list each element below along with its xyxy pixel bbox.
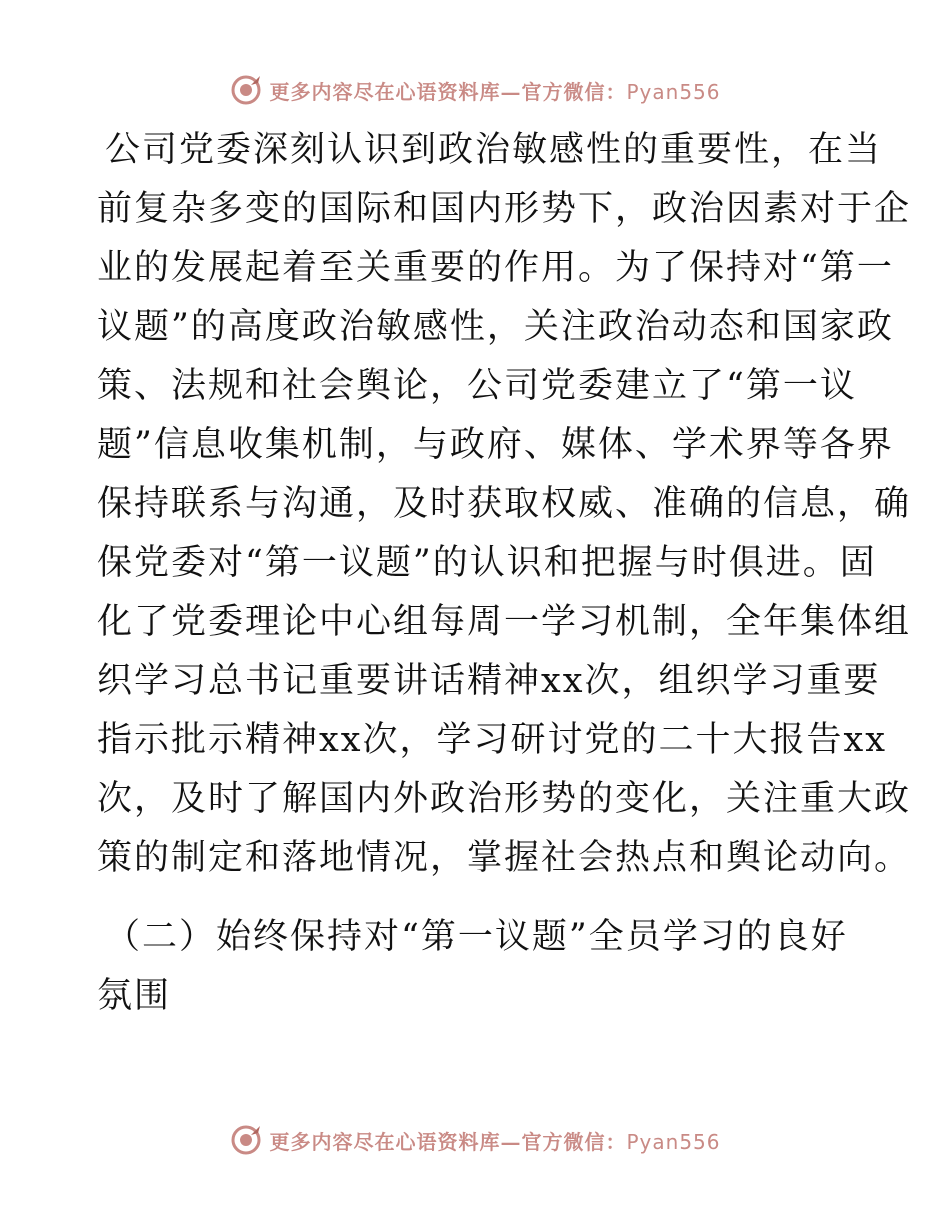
paragraph-line: 题”信息收集机制，与政府、媒体、学术界等各界 [97,425,894,465]
paragraph-line: 公司党委深刻认识到政治敏感性的重要性，在当 [105,130,883,170]
paragraph-line: 议题”的高度政治敏感性，关注政治动态和国家政 [97,307,894,347]
document-body [97,121,912,1026]
quill-logo-icon [229,73,263,107]
section-heading-line: （二）始终保持对“第一议题”全员学习的良好 [105,917,848,957]
paragraph-line: 次，及时了解国内外政治形势的变化，关注重大政 [97,779,912,819]
paragraph-line: 策的制定和落地情况，掌握社会热点和舆论动向。 [97,838,912,878]
paragraph-line: 业的发展起着至关重要的作用。为了保持对“第一 [97,248,894,288]
section-heading-line: 氛围 [97,976,172,1016]
paragraph-line: 前复杂多变的国际和国内形势下，政治因素对于企 [97,189,912,229]
watermark-text: 更多内容尽在心语资料库—官方微信：Pyan556 [269,79,721,104]
quill-logo-icon [229,1123,263,1157]
paragraph-line: 化了党委理论中心组每周一学习机制，全年集体组 [97,602,912,642]
header-watermark [0,70,950,110]
paragraph-line: 保党委对“第一议题”的认识和把握与时俱进。固 [97,543,877,583]
watermark-text: 更多内容尽在心语资料库—官方微信：Pyan556 [269,1129,721,1154]
paragraph-line: 织学习总书记重要讲话精神xx次，组织学习重要 [97,661,881,701]
paragraph-line: 保持联系与沟通，及时获取权威、准确的信息，确 [97,484,912,524]
paragraph-line: 指示批示精神xx次，学习研讨党的二十大报告xx [97,720,887,760]
footer-watermark [0,1120,950,1160]
paragraph-line: 策、法规和社会舆论，公司党委建立了“第一议 [97,366,857,406]
